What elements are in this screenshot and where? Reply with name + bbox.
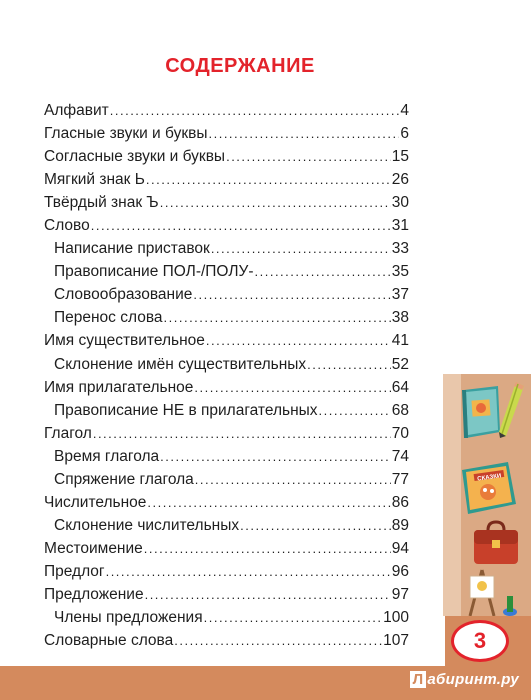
toc-leader-dots bbox=[93, 422, 391, 445]
toc-entry-title: Время глагола bbox=[54, 447, 160, 465]
toc-entry-page: 70 bbox=[391, 424, 409, 442]
toc-entry-page: 68 bbox=[391, 401, 409, 419]
toc-leader-dots bbox=[146, 168, 391, 191]
fairy-tale-book-icon bbox=[458, 458, 520, 518]
toc-entry-page: 77 bbox=[391, 470, 409, 488]
toc-entry bbox=[44, 237, 409, 260]
toc-entry-page: 64 bbox=[391, 378, 409, 396]
toc-entry-page: 15 bbox=[391, 148, 409, 166]
toc-leader-dots bbox=[164, 306, 391, 329]
toc-entry bbox=[44, 491, 409, 514]
toc-entry-page: 100 bbox=[383, 609, 409, 627]
toc-entry-title: Числительное bbox=[44, 493, 147, 511]
toc-entry bbox=[44, 191, 409, 214]
toc-entry-title: Глагол bbox=[44, 424, 92, 442]
toc-entry-title: Перенос слова bbox=[54, 309, 163, 327]
toc-entry bbox=[44, 445, 409, 468]
easel-icon bbox=[462, 566, 524, 618]
toc-entry-page: 41 bbox=[391, 332, 409, 350]
toc-leader-dots bbox=[195, 468, 391, 491]
toc-entry bbox=[44, 583, 409, 606]
toc-entry-page: 97 bbox=[391, 585, 409, 603]
toc-entry-title: Спряжение глагола bbox=[54, 470, 194, 488]
toc-entry-title: Словообразование bbox=[54, 286, 193, 304]
toc-entry-page: 107 bbox=[383, 632, 409, 650]
toc-entry-title: Алфавит bbox=[44, 102, 109, 119]
toc-entry-page: 38 bbox=[391, 309, 409, 327]
toc-leader-dots bbox=[160, 445, 391, 468]
watermark-text: абиринт.ру bbox=[427, 671, 519, 688]
toc-entry-page: 33 bbox=[391, 240, 409, 258]
toc-entry bbox=[44, 376, 409, 399]
toc-entry bbox=[44, 353, 409, 376]
toc-leader-dots bbox=[144, 537, 391, 560]
pencil-icon bbox=[496, 380, 528, 442]
toc-entry bbox=[44, 606, 409, 629]
toc-entry-title: Мягкий знак Ь bbox=[44, 171, 145, 189]
toc-leader-dots bbox=[145, 583, 391, 606]
toc-entry-page: 30 bbox=[391, 194, 409, 212]
toc-leader-dots bbox=[319, 399, 391, 422]
toc-entry-page: 89 bbox=[391, 516, 409, 534]
toc-entry bbox=[44, 122, 409, 145]
toc-entry-title: Местоимение bbox=[44, 539, 143, 557]
toc-entry bbox=[44, 145, 409, 168]
toc-leader-dots bbox=[147, 491, 390, 514]
toc-entry-title: Члены предложения bbox=[54, 609, 203, 627]
toc-entry bbox=[44, 399, 409, 422]
toc-entry-page: 37 bbox=[391, 286, 409, 304]
watermark bbox=[410, 671, 519, 688]
toc-entry bbox=[44, 422, 409, 445]
toc-entry-title: Имя прилагательное bbox=[44, 378, 194, 396]
toc-entry bbox=[44, 629, 409, 652]
toc-entry bbox=[44, 537, 409, 560]
page-number: 3 bbox=[473, 628, 487, 653]
toc-entry bbox=[44, 514, 409, 537]
toc-entry-title: Написание приставок bbox=[54, 240, 210, 258]
toc-entry-page: 74 bbox=[391, 447, 409, 465]
briefcase-icon bbox=[470, 520, 522, 566]
toc-entry-title: Предлог bbox=[44, 562, 105, 580]
toc-entry-page: 52 bbox=[391, 355, 409, 373]
toc-leader-dots bbox=[194, 376, 390, 399]
toc-entry bbox=[44, 306, 409, 329]
toc-entry-page: 94 bbox=[391, 539, 409, 557]
toc-entry bbox=[44, 168, 409, 191]
toc-entry-page: 26 bbox=[391, 171, 409, 189]
toc-leader-dots bbox=[255, 260, 391, 283]
toc-entry bbox=[44, 283, 409, 306]
toc-entry bbox=[44, 468, 409, 491]
toc-leader-dots bbox=[240, 514, 391, 537]
toc-entry-page: 31 bbox=[391, 217, 409, 235]
toc-entry-title: Имя существительное bbox=[44, 332, 205, 350]
toc-entry-title: Согласные звуки и буквы bbox=[44, 148, 226, 166]
toc-leader-dots bbox=[206, 329, 391, 352]
toc-entry bbox=[44, 560, 409, 583]
toc-leader-dots bbox=[91, 214, 391, 237]
toc-entry bbox=[44, 99, 409, 122]
fairy-tale-book-label: СКАЗКИ bbox=[476, 473, 502, 483]
toc-entry-page: 35 bbox=[391, 263, 409, 281]
toc-leader-dots bbox=[193, 283, 390, 306]
toc-entry-title: Слово bbox=[44, 217, 90, 235]
toc-entry-title: Правописание ПОЛ-/ПОЛУ- bbox=[54, 263, 254, 281]
toc-leader-dots bbox=[211, 237, 391, 260]
toc-entry-page: 6 bbox=[400, 125, 409, 143]
toc-entry bbox=[44, 329, 409, 352]
toc-entry-title: Гласные звуки и буквы bbox=[44, 125, 208, 143]
toc-leader-dots bbox=[204, 606, 383, 629]
toc-entry-page: 86 bbox=[391, 493, 409, 511]
toc-entry bbox=[44, 260, 409, 283]
toc-leader-dots bbox=[110, 99, 400, 122]
toc-entry-title: Твёрдый знак Ъ bbox=[44, 194, 159, 212]
toc-entry bbox=[44, 214, 409, 237]
toc-entry-page: 4 bbox=[400, 102, 409, 119]
watermark-logo-box: Л bbox=[410, 671, 427, 688]
toc-entry-title: Словарные слова bbox=[44, 632, 174, 650]
toc-entry-title: Склонение числительных bbox=[54, 516, 240, 534]
toc-entry-title: Склонение имён существительных bbox=[54, 355, 307, 373]
page-number-oval bbox=[451, 620, 509, 662]
toc-entry-title: Правописание НЕ в прилагательных bbox=[54, 401, 318, 419]
toc-leader-dots bbox=[307, 353, 391, 376]
page-title: СОДЕРЖАНИЕ bbox=[165, 55, 315, 77]
toc-leader-dots bbox=[226, 145, 391, 168]
toc-entry-page: 96 bbox=[391, 562, 409, 580]
toc-leader-dots bbox=[160, 191, 391, 214]
toc-entry-title: Предложение bbox=[44, 585, 144, 603]
toc-leader-dots bbox=[208, 122, 399, 145]
toc-leader-dots bbox=[106, 560, 391, 583]
toc-leader-dots bbox=[174, 629, 382, 652]
table-of-contents bbox=[44, 99, 409, 652]
